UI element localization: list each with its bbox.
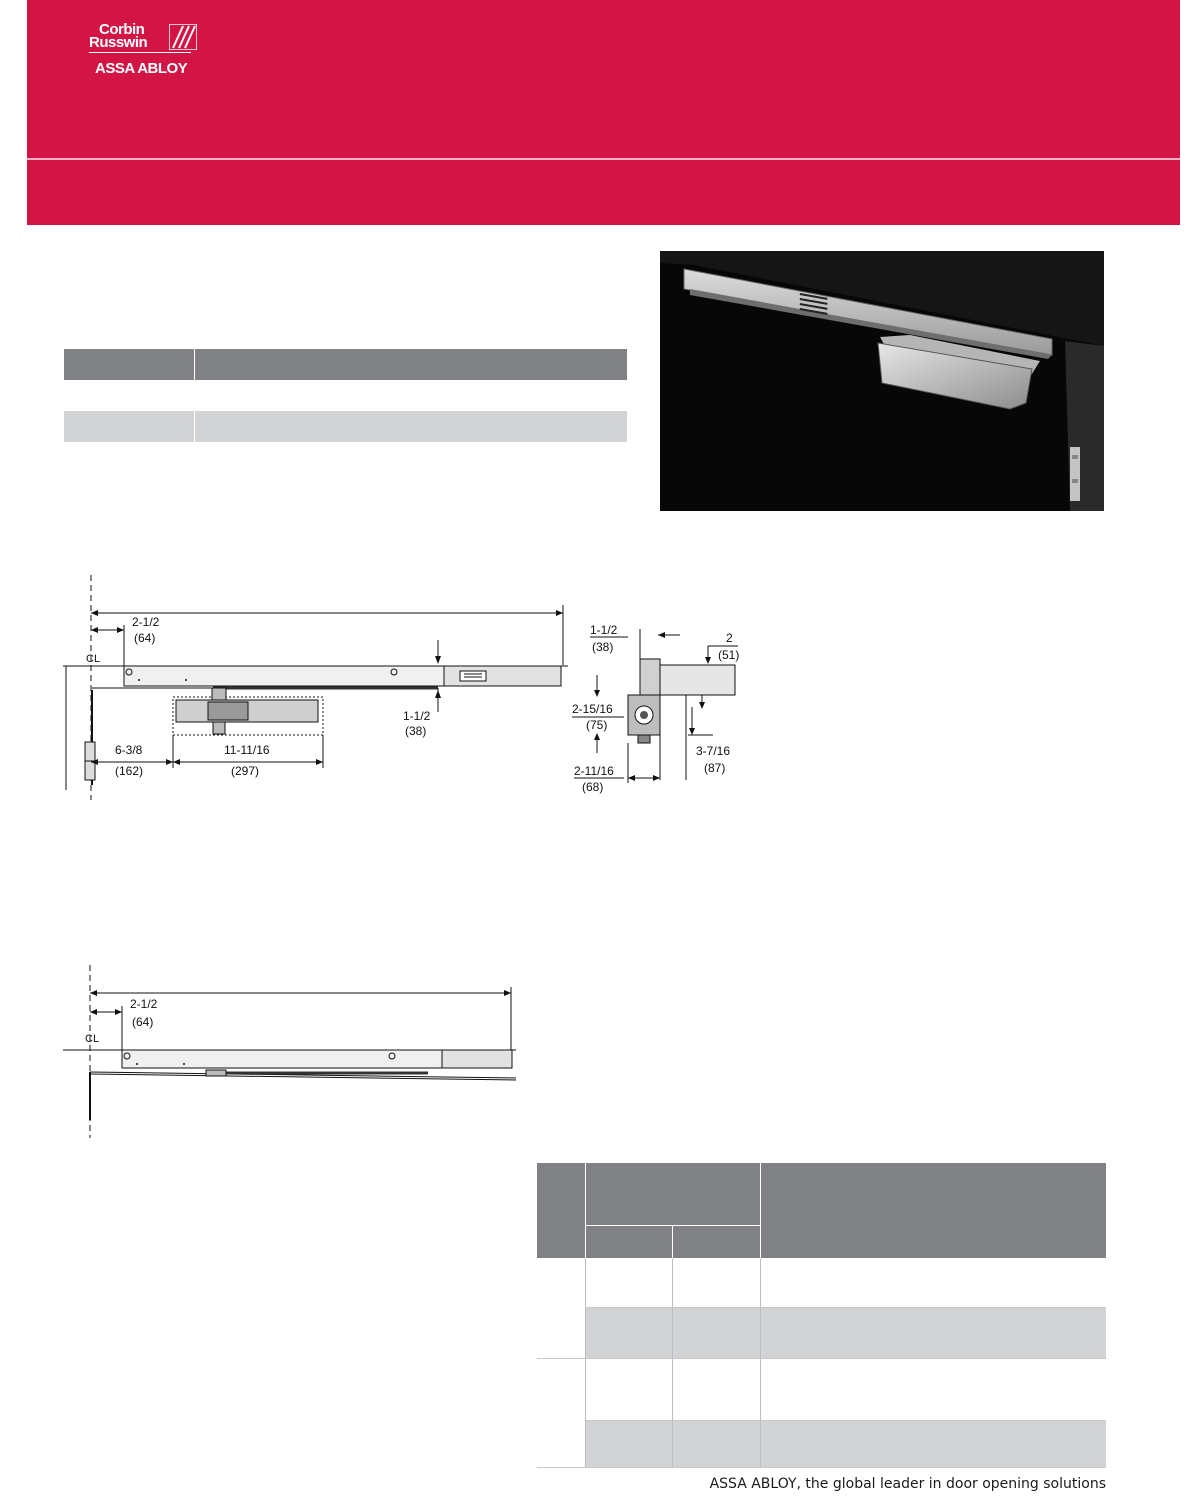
options-table (537, 1163, 1106, 1468)
side-dim-top-mm: (38) (592, 640, 614, 654)
side-section-drawing (568, 615, 758, 800)
centerline-mark: CL (86, 653, 101, 665)
table-cell (64, 411, 195, 442)
table-header-cell (537, 1163, 586, 1258)
table-cell (537, 1359, 586, 1468)
table-row (64, 380, 627, 411)
logo-rule (89, 52, 191, 53)
table-header-cell (64, 349, 195, 380)
table-header-cell (673, 1226, 761, 1259)
logo-line2: Russwin (89, 34, 148, 51)
header-banner (27, 0, 1180, 225)
side-dim-depth: 2-11/16 (574, 764, 614, 778)
table-header-cell (586, 1226, 673, 1259)
door-closer-image (660, 251, 1104, 511)
table-row (64, 411, 627, 442)
dim-body: 11-11/16 (224, 743, 270, 757)
table-cell (586, 1258, 673, 1308)
table-cell (673, 1421, 761, 1468)
table-cell (537, 1258, 586, 1359)
table-row (537, 1258, 1106, 1308)
dim-body-mm: (297) (231, 764, 260, 778)
logo-line1: Corbin (99, 21, 145, 38)
dim-offset: 2-1/2 (132, 615, 160, 629)
dim-hinge-mm: (162) (115, 764, 144, 778)
table-cell (586, 1421, 673, 1468)
spec-table (64, 349, 627, 442)
table-cell (761, 1258, 1107, 1308)
table-row (537, 1308, 1106, 1359)
table-header-cell (195, 349, 628, 380)
table-row (537, 1421, 1106, 1468)
table-cell (586, 1308, 673, 1359)
table-row (537, 1359, 1106, 1421)
table-cell (761, 1421, 1107, 1468)
dim-hinge: 6-3/8 (115, 743, 143, 757)
side-dim-height: 2-15/16 (572, 702, 613, 716)
bottom-dim-offset: 2-1/2 (130, 997, 158, 1011)
table-cell (761, 1359, 1107, 1421)
top-installation-drawing (58, 570, 588, 810)
table-header-cell (761, 1163, 1107, 1258)
banner-divider (27, 158, 1180, 160)
side-dim-drop: 3-7/16 (696, 744, 731, 758)
table-header-cell (586, 1163, 761, 1226)
dim-arm-height-mm: (38) (405, 724, 427, 738)
bottom-installation-drawing (58, 960, 528, 1140)
table-cell (195, 411, 628, 442)
dim-offset-mm: (64) (134, 631, 156, 645)
footer-tagline: ASSA ABLOY, the global leader in door opening solutions (709, 1476, 1106, 1492)
table-cell (64, 380, 195, 411)
logo-stripes-icon (169, 24, 197, 50)
side-dim-drop-mm: (87) (704, 761, 726, 775)
table-cell (673, 1258, 761, 1308)
table-cell (673, 1359, 761, 1421)
side-dim-depth-mm: (68) (582, 780, 604, 794)
table-header-row (64, 349, 627, 380)
brand-logo (67, 20, 207, 80)
side-dim-right-mm: (51) (718, 648, 740, 662)
table-cell (673, 1308, 761, 1359)
bottom-dim-offset-mm: (64) (132, 1015, 154, 1029)
dim-arm-height: 1-1/2 (403, 709, 431, 723)
table-cell (761, 1308, 1107, 1359)
table-cell (195, 380, 628, 411)
side-dim-top: 1-1/2 (590, 623, 618, 637)
parent-company: ASSA ABLOY (95, 60, 188, 77)
bottom-centerline-mark: CL (85, 1033, 100, 1045)
table-cell (586, 1359, 673, 1421)
product-photo (660, 251, 1104, 511)
side-dim-right: 2 (726, 631, 733, 645)
table-header-row (537, 1163, 1106, 1226)
side-dim-height-mm: (75) (586, 718, 608, 732)
